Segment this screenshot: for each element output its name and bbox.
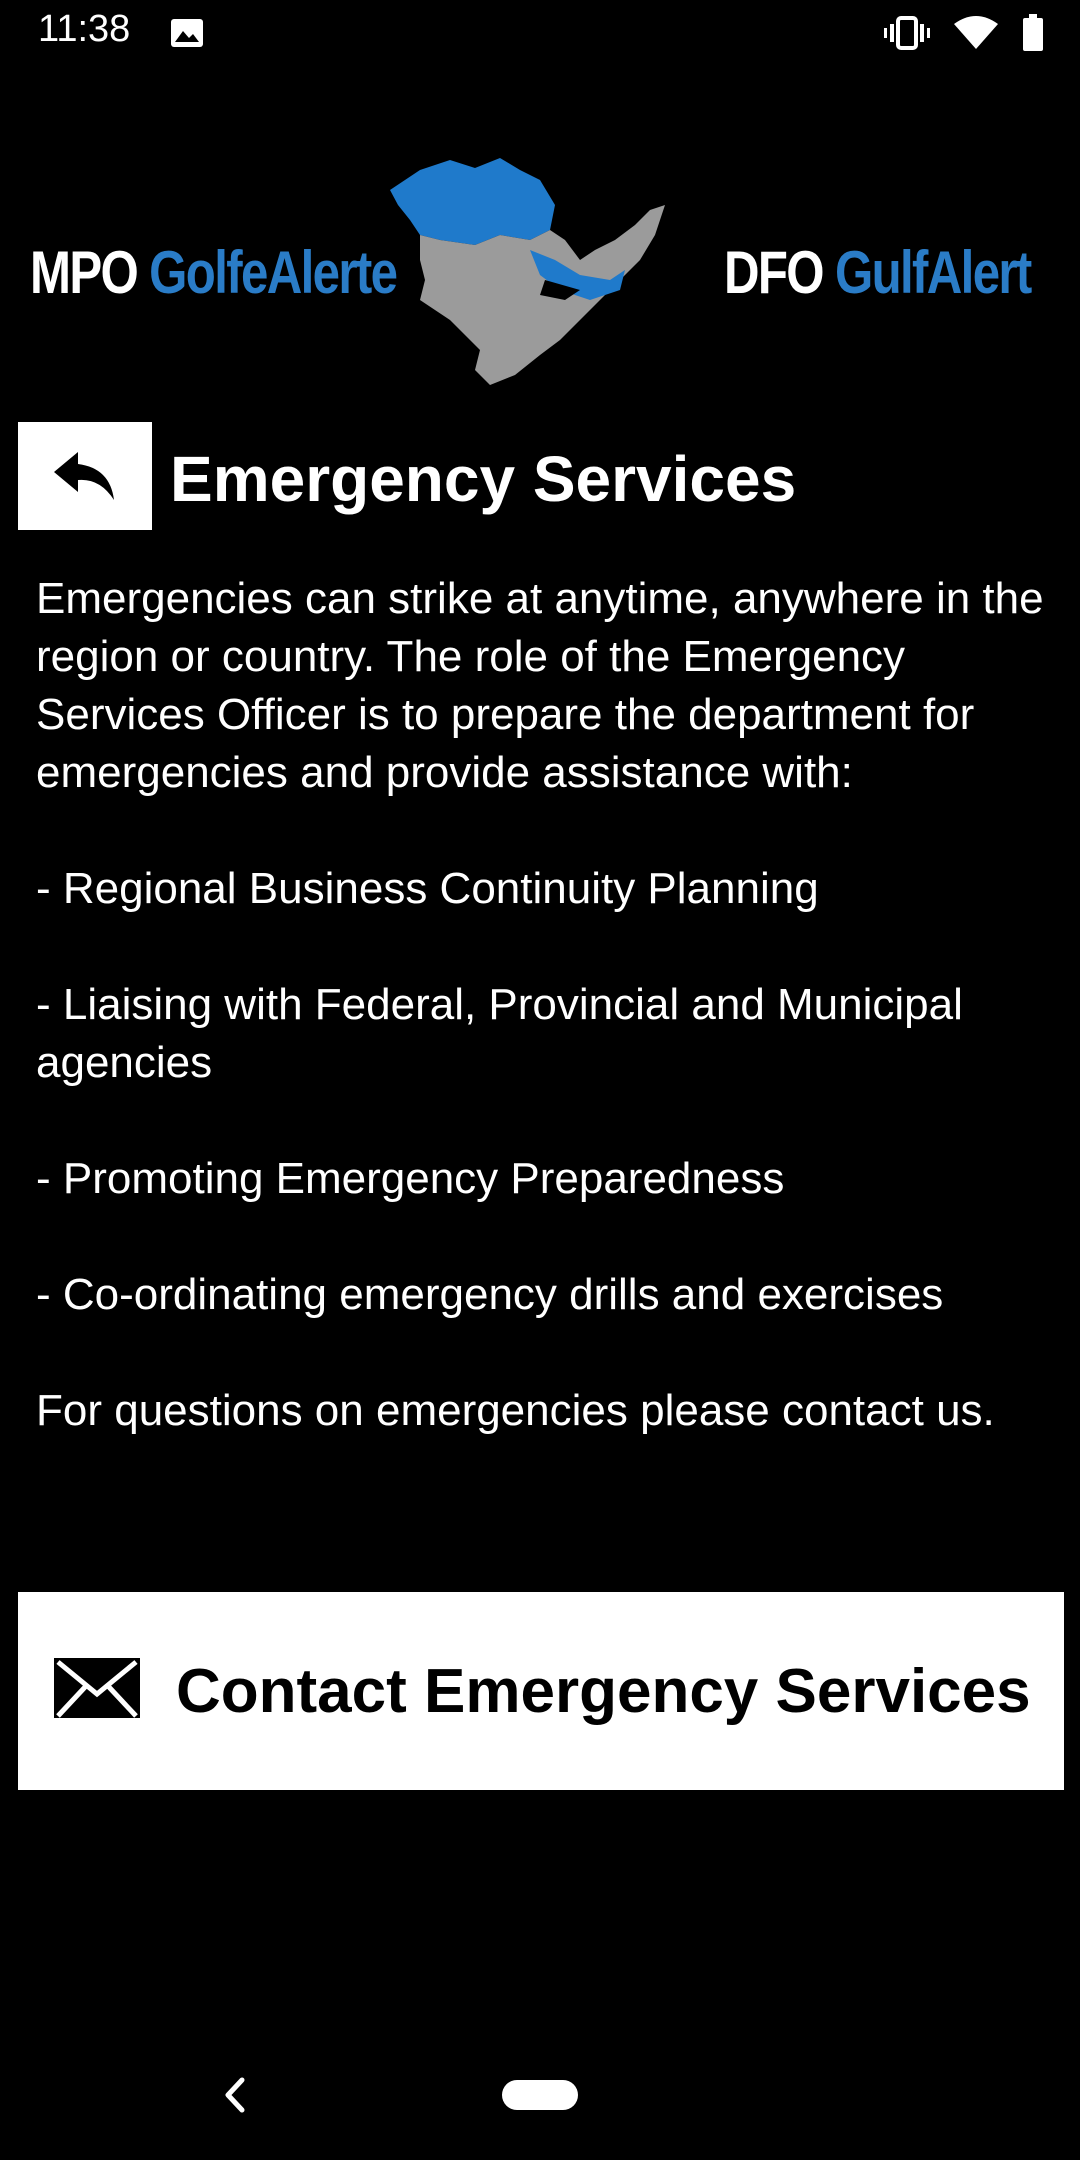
- description-text: [36, 570, 1056, 1440]
- status-time: 11:38: [38, 8, 131, 50]
- contact-emergency-services-button[interactable]: [18, 1592, 1064, 1790]
- page-title: Emergency Services: [170, 443, 797, 515]
- nav-home-pill[interactable]: [502, 2080, 578, 2110]
- mail-icon: [52, 1656, 142, 1720]
- brand-french-prefix: MPO: [30, 239, 138, 306]
- back-button[interactable]: [18, 422, 152, 530]
- title-row: [18, 422, 1058, 530]
- system-nav-bar: [0, 2040, 1080, 2160]
- battery-icon: [1022, 14, 1044, 52]
- status-bar: [0, 0, 1080, 68]
- brand-french-name: GolfeAlerte: [149, 239, 397, 306]
- brand-english: [724, 238, 1031, 307]
- app-header-logo: [0, 150, 1080, 390]
- brand-french: [30, 238, 396, 307]
- vibrate-icon: [884, 16, 930, 50]
- wifi-icon: [954, 16, 998, 50]
- outro-paragraph: For questions on emergencies please contact us.: [36, 1386, 995, 1435]
- list-item: - Liaising with Federal, Provincial and Municipal agencies: [36, 980, 963, 1087]
- list-item: - Regional Business Continuity Planning: [36, 864, 819, 913]
- gulf-map-logo: [380, 150, 700, 390]
- list-item: - Co-ordinating emergency drills and exercises: [36, 1270, 944, 1319]
- brand-english-name: GulfAlert: [834, 239, 1031, 306]
- intro-paragraph: Emergencies can strike at anytime, anywhere in the region or country. The role of the Emergency Services Officer is to prepare the department for emergencies and provide assistance with:: [36, 574, 1044, 797]
- list-item: - Promoting Emergency Preparedness: [36, 1154, 785, 1203]
- image-icon: [170, 18, 204, 48]
- back-arrow-icon: [50, 448, 120, 504]
- brand-english-prefix: DFO: [724, 239, 823, 306]
- nav-back-icon[interactable]: [220, 2070, 250, 2120]
- contact-button-label: Contact Emergency Services: [176, 1657, 1031, 1726]
